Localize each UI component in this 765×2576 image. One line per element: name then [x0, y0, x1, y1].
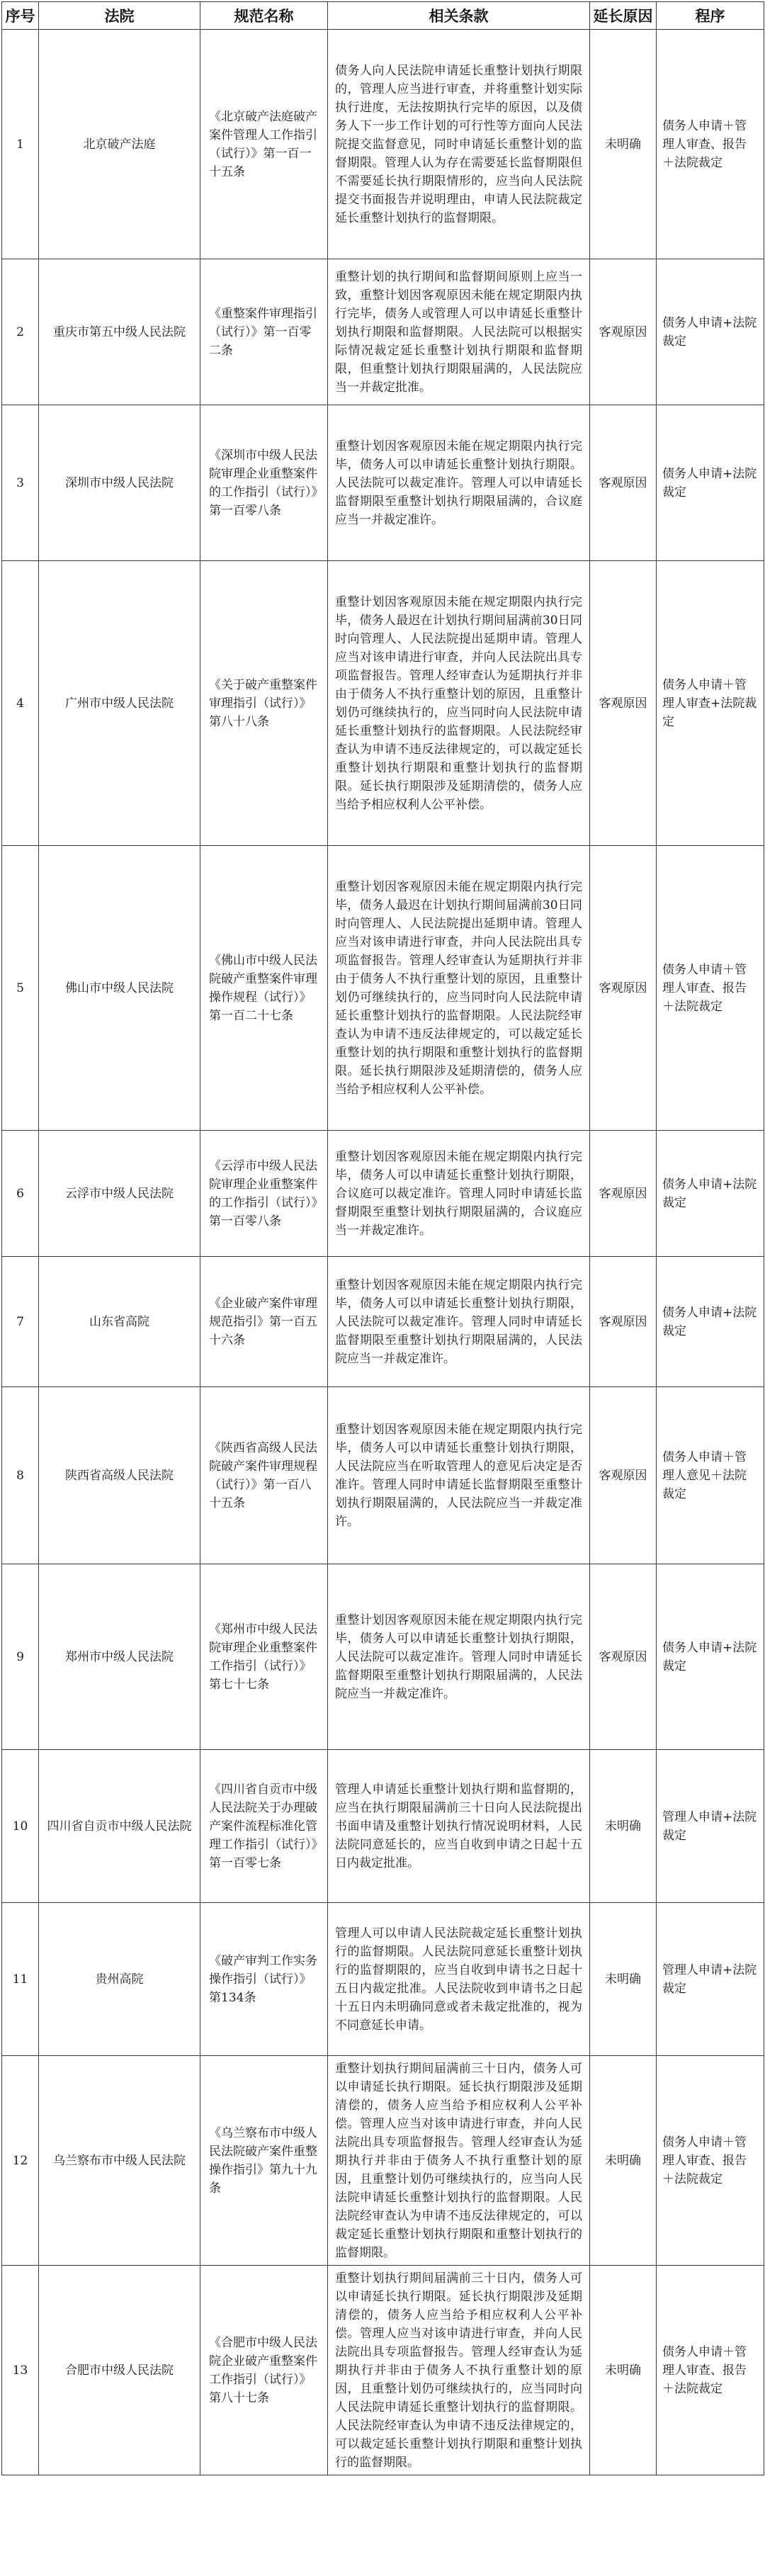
- row-reason: 客观原因: [590, 561, 657, 846]
- table-row: [2, 1257, 764, 1387]
- row-procedure: 管理人申请+法院裁定: [657, 1750, 764, 1903]
- row-court: 四川省自贡市中级人民法院: [39, 1750, 200, 1903]
- row-reason: 未明确: [590, 30, 657, 259]
- row-name: 《破产审判工作实务操作指引（试行）》第134条: [200, 1903, 328, 2056]
- row-name: 《郑州市中级人民法院审理企业重整案件工作指引（试行）》第七十七条: [200, 1564, 328, 1750]
- row-clause: 重整计划因客观原因未能在规定期限内执行完毕，债务人可以申请延长重整计划执行期限，人民法院可以裁定准许。管理人同时申请延长监督期限至重整计划执行期限届满的，人民法院应当一并裁定准许。: [328, 1564, 590, 1750]
- header-reason: 延长原因: [590, 2, 657, 30]
- row-name: 《合肥市中级人民法院企业破产重整案件工作指引（试行）》第八十七条: [200, 2266, 328, 2475]
- table-row: [2, 2056, 764, 2266]
- row-reason: 客观原因: [590, 1257, 657, 1387]
- row-reason: 客观原因: [590, 1131, 657, 1257]
- row-no: 9: [2, 1564, 39, 1750]
- row-court: 深圳市中级人民法院: [39, 405, 200, 561]
- row-court: 合肥市中级人民法院: [39, 2266, 200, 2475]
- table-row: [2, 1131, 764, 1257]
- row-court: 云浮市中级人民法院: [39, 1131, 200, 1257]
- table-row: [2, 561, 764, 846]
- table-row: [2, 1564, 764, 1750]
- row-name: 《北京破产法庭破产案件管理人工作指引（试行）》第一百一十五条: [200, 30, 328, 259]
- table-row: [2, 30, 764, 259]
- row-court: 佛山市中级人民法院: [39, 846, 200, 1131]
- row-no: 5: [2, 846, 39, 1131]
- header-clause: 相关条款: [328, 2, 590, 30]
- header-procedure: 程序: [657, 2, 764, 30]
- table-row: [2, 405, 764, 561]
- row-clause: 债务人向人民法院申请延长重整计划执行期限的，管理人应当进行审查，并将重整计划实际执行进度，无法按期执行完毕的原因，以及债务人下一步工作计划的可行性等方面向人民法院提交监督意见，同时申请延长重整计划的监督期限。管理人认为存在需要延长监督期限但不需要延长执行期限情形的，应当向人民法院提交书面报告并说明理由，申请人民法院裁定延长重整计划执行的监督期限。: [328, 30, 590, 259]
- row-procedure: 债务人申请＋管理人审查、报告＋法院裁定: [657, 846, 764, 1131]
- row-court: 郑州市中级人民法院: [39, 1564, 200, 1750]
- row-court: 乌兰察布市中级人民法院: [39, 2056, 200, 2266]
- regulation-table: [1, 1, 764, 2475]
- row-name: 《四川省自贡市中级人民法院关于办理破产案件流程标准化管理工作指引（试行）》第一百零七条: [200, 1750, 328, 1903]
- row-clause: 重整计划因客观原因未能在规定期限内执行完毕，债务人最迟在计划执行期间届满前30日同时向管理人、人民法院提出延期申请。管理人应当对该申请进行审查，并向人民法院出具专项监督报告。管理人经审查认为延期执行并非由于债务人不执行重整计划的原因，且重整计划仍可继续执行的，应当同时向人民法院申请延长重整计划执行的监督期限。人民法院经审查认为申请不违反法律规定的，可以裁定延长重整计划执行期限和重整计划执行的监督期限。延长执行期限涉及延期清偿的，债务人应当给予相应权利人公平补偿。: [328, 561, 590, 846]
- row-name: 《关于破产重整案件审理指引（试行）》第八十八条: [200, 561, 328, 846]
- row-no: 10: [2, 1750, 39, 1903]
- table-row: [2, 846, 764, 1131]
- header-no: 序号: [2, 2, 39, 30]
- row-name: 《深圳市中级人民法院审理企业重整案件的工作指引（试行）》第一百零八条: [200, 405, 328, 561]
- row-procedure: 债务人申请+法院裁定: [657, 259, 764, 405]
- row-clause: 重整计划执行期间届满前三十日内，债务人可以申请延长执行期限。延长执行期限涉及延期清偿的，债务人应当给予相应权利人公平补偿。管理人应当对该申请进行审查，并向人民法院出具专项监督报告。管理人经审查认为延期执行并非由于债务人不执行重整计划的原因，且重整计划仍可继续执行的，应当向人民法院申请延长重整计划执行的监督期限。人民法院经审查认为申请不违反法律规定的，可以裁定延长重整计划执行期限和重整计划执行的监督期限。: [328, 2056, 590, 2266]
- row-court: 广州市中级人民法院: [39, 561, 200, 846]
- row-name: 《陕西省高级人民法院破产案件审理规程（试行）》第一百八十五条: [200, 1387, 328, 1564]
- table-row: [2, 2266, 764, 2475]
- row-no: 7: [2, 1257, 39, 1387]
- row-reason: 未明确: [590, 1903, 657, 2056]
- row-no: 12: [2, 2056, 39, 2266]
- row-procedure: 管理人申请+法院裁定: [657, 1903, 764, 2056]
- row-no: 4: [2, 561, 39, 846]
- row-procedure: 债务人申请+法院裁定: [657, 1131, 764, 1257]
- table-row: [2, 1387, 764, 1564]
- row-court: 山东省高院: [39, 1257, 200, 1387]
- row-clause: 重整计划因客观原因未能在规定期限内执行完毕，债务人可以申请延长重整计划执行期限。人民法院可以裁定准许。管理人可以申请延长监督期限至重整计划执行期限届满的，合议庭应当一并裁定准许。: [328, 405, 590, 561]
- row-reason: 未明确: [590, 2056, 657, 2266]
- row-reason: 客观原因: [590, 846, 657, 1131]
- row-procedure: 债务人申请＋管理人审查、报告＋法院裁定: [657, 30, 764, 259]
- row-clause: 重整计划的执行期间和监督期间原则上应当一致，重整计划因客观原因未能在规定期限内执行完毕，债务人或管理人可以申请延长重整计划执行期限和监督期限。人民法院可以根据实际情况裁定延长重整计划执行期限和监督期限，但重整计划执行期限届满的，人民法院应当一并裁定批准。: [328, 259, 590, 405]
- row-reason: 未明确: [590, 2266, 657, 2475]
- row-no: 2: [2, 259, 39, 405]
- header-name: 规范名称: [200, 2, 328, 30]
- row-procedure: 债务人申请+法院裁定: [657, 405, 764, 561]
- row-no: 13: [2, 2266, 39, 2475]
- row-procedure: 债务人申请＋管理人意见＋法院裁定: [657, 1387, 764, 1564]
- row-name: 《乌兰察布市中级人民法院破产案件重整操作指引》第九十九条: [200, 2056, 328, 2266]
- row-clause: 管理人申请延长重整计划执行期和监督期的，应当在执行期限届满前三十日向人民法院提出书面申请及重整计划执行情况说明材料，人民法院同意延长的，应当自收到申请之日起十五日内裁定批准。: [328, 1750, 590, 1903]
- row-name: 《佛山市中级人民法院破产重整案件审理操作规程（试行）》第一百二十七条: [200, 846, 328, 1131]
- table-row: [2, 259, 764, 405]
- row-court: 陕西省高级人民法院: [39, 1387, 200, 1564]
- row-no: 1: [2, 30, 39, 259]
- row-procedure: 债务人申请＋管理人审查+法院裁定: [657, 561, 764, 846]
- table-row: [2, 1903, 764, 2056]
- row-reason: 客观原因: [590, 405, 657, 561]
- row-clause: 重整计划因客观原因未能在规定期限内执行完毕，债务人最迟在计划执行期间届满前30日同时向管理人、人民法院提出延期申请。管理人应当对该申请进行审查，并向人民法院出具专项监督报告。管理人经审查认为延期执行并非由于债务人不执行重整计划的原因，且重整计划仍可继续执行的，应当同时向人民法院申请延长重整计划执行的监督期限。人民法院经审查认为申请不违反法律规定的，可以裁定延长重整计划的执行期限和重整计划执行的监督期限。延长执行期限涉及延期清偿的，债务人应当给予相应权利人公平补偿。: [328, 846, 590, 1131]
- row-clause: 重整计划因客观原因未能在规定期限内执行完毕，债务人可以申请延长重整计划执行期限，人民法院可以裁定准许。管理人同时申请延长监督期限至重整计划执行期限届满的，人民法院应当一并裁定准许。: [328, 1257, 590, 1387]
- row-procedure: 债务人申请＋管理人审查、报告＋法院裁定: [657, 2056, 764, 2266]
- row-reason: 未明确: [590, 1750, 657, 1903]
- row-court: 贵州高院: [39, 1903, 200, 2056]
- row-procedure: 债务人申请＋管理人审查、报告＋法院裁定: [657, 2266, 764, 2475]
- row-clause: 管理人可以申请人民法院裁定延长重整计划执行的监督期限。人民法院同意延长重整计划执行的监督期限的，应当自收到申请书之日起十五日内裁定批准。人民法院收到申请书之日起十五日内未明确同意或者未裁定批准的，视为不同意延长申请。: [328, 1903, 590, 2056]
- row-court: 北京破产法庭: [39, 30, 200, 259]
- table-row: [2, 1750, 764, 1903]
- row-name: 《企业破产案件审理规范指引》第一百五十六条: [200, 1257, 328, 1387]
- row-court: 重庆市第五中级人民法院: [39, 259, 200, 405]
- row-clause: 重整计划执行期间届满前三十日内，债务人可以申请延长执行期限。延长执行期限涉及延期清偿的，债务人应当给予相应权利人公平补偿。管理人应当对该申请进行审查，并向人民法院出具专项监督报告。管理人经审查认为延期执行并非由于债务人不执行重整计划的原因，且重整计划仍可继续执行的，应当同时向人民法院申请延长重整计划执行的监督期限。人民法院经审查认为申请不违反法律规定的，可以裁定延长重整计划执行期限和重整计划执行的监督期限。: [328, 2266, 590, 2475]
- row-no: 11: [2, 1903, 39, 2056]
- row-clause: 重整计划因客观原因未能在规定期限内执行完毕，债务人可以申请延长重整计划执行期限，人民法院应当在听取管理人的意见后决定是否准许。管理人同时申请延长监督期限至重整计划执行期限届满的，人民法院应当一并裁定准许。: [328, 1387, 590, 1564]
- row-name: 《云浮市中级人民法院审理企业重整案件的工作指引（试行）》第一百零八条: [200, 1131, 328, 1257]
- row-no: 6: [2, 1131, 39, 1257]
- row-no: 8: [2, 1387, 39, 1564]
- row-reason: 客观原因: [590, 1387, 657, 1564]
- row-clause: 重整计划因客观原因未能在规定期限内执行完毕，债务人可以申请延长重整计划执行期限，合议庭可以裁定准许。管理人同时申请延长监督期限至重整计划执行期限届满的，合议庭应当一并裁定准许。: [328, 1131, 590, 1257]
- row-reason: 客观原因: [590, 259, 657, 405]
- row-name: 《重整案件审理指引（试行）》第一百零二条: [200, 259, 328, 405]
- row-procedure: 债务人申请+法院裁定: [657, 1257, 764, 1387]
- row-reason: 客观原因: [590, 1564, 657, 1750]
- row-no: 3: [2, 405, 39, 561]
- header-court: 法院: [39, 2, 200, 30]
- row-procedure: 债务人申请+法院裁定: [657, 1564, 764, 1750]
- table-header-row: [2, 2, 764, 30]
